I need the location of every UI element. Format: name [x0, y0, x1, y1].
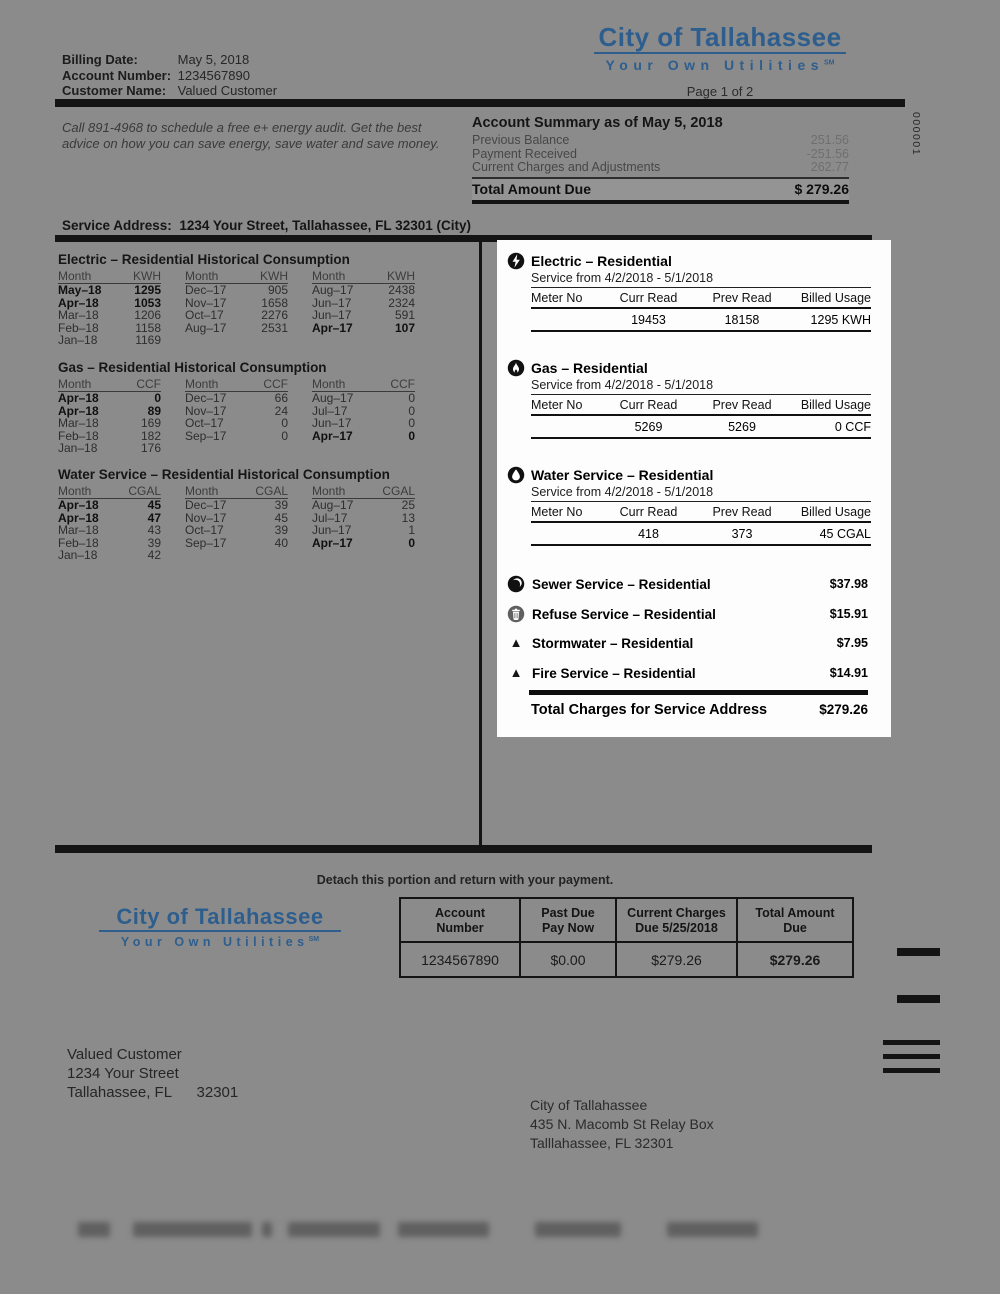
history-month: Sep–17: [185, 428, 227, 443]
history-month: Jan–18: [58, 548, 98, 563]
billing-date-row: [62, 52, 277, 68]
service-period: Service from 4/2/2018 - 5/1/2018: [531, 270, 871, 288]
previous-balance-value: 251.56: [810, 133, 849, 147]
meter-col-header: Prev Read: [696, 395, 788, 416]
history-column-group: [58, 484, 161, 562]
water-icon: [507, 466, 525, 484]
brand-logo: [580, 23, 860, 73]
history-row: [185, 309, 288, 322]
history-row: [185, 322, 288, 335]
history-row: [312, 417, 415, 430]
redaction-block: [133, 1222, 252, 1237]
month-header: Month: [58, 269, 92, 283]
electric-icon: [507, 252, 525, 270]
stub-header-line: Due: [783, 920, 807, 935]
unit-header: CCF: [390, 377, 415, 391]
history-table-electric: [58, 252, 416, 347]
history-value: 1053: [134, 295, 161, 310]
current-charges-label: Current Charges and Adjustments: [472, 160, 661, 174]
history-row: [185, 392, 288, 405]
line-item-label: Fire Service – Residential: [532, 665, 696, 681]
service-section-header: [507, 252, 871, 270]
service-line-item: [507, 575, 868, 593]
stub-header-line: Total Amount: [755, 906, 835, 920]
registration-mark: [883, 1054, 940, 1059]
history-value: 0: [408, 535, 415, 550]
history-row: [312, 430, 415, 443]
meter-value: 18158: [696, 309, 788, 332]
history-month: Mar–18: [58, 416, 99, 431]
history-column-group: [185, 377, 288, 455]
logo-underline: [99, 930, 341, 932]
redaction-block: [535, 1222, 621, 1237]
unit-header: CCF: [263, 377, 288, 391]
history-row: [185, 499, 288, 512]
history-row: [185, 524, 288, 537]
logo-underline: [594, 52, 846, 54]
history-row: [58, 284, 161, 297]
meter-col-header: Meter No: [531, 288, 601, 309]
history-month: Apr–18: [58, 295, 99, 310]
history-column-group: [58, 377, 161, 455]
stub-header-line: Account: [435, 906, 485, 920]
month-header: Month: [185, 269, 219, 283]
history-row: [312, 392, 415, 405]
service-section-water: [507, 466, 871, 546]
history-value: 107: [394, 320, 415, 335]
service-section-header: [507, 466, 871, 484]
service-address-label: Service Address:: [62, 218, 172, 233]
history-month: Feb–18: [58, 320, 99, 335]
account-summary: [472, 115, 849, 204]
line-item-amount: $14.91: [829, 666, 868, 680]
history-value: 89: [147, 403, 161, 418]
history-value: 0: [408, 403, 415, 418]
brand-servicemark: SM: [308, 935, 320, 943]
meter-col-header: Billed Usage: [788, 502, 871, 523]
history-row: [58, 549, 161, 562]
unit-header: CGAL: [255, 484, 288, 498]
history-month: Oct–17: [185, 308, 224, 323]
history-month: Oct–17: [185, 416, 224, 431]
history-value: 0: [281, 428, 288, 443]
fire-icon: ▲: [509, 665, 523, 680]
history-month: Mar–18: [58, 523, 99, 538]
meter-value: [531, 416, 601, 439]
stub-col-header: [738, 899, 852, 943]
stub-header-line: Current Charges: [627, 906, 726, 920]
history-column-group: [312, 269, 415, 347]
total-amount-due-row: [472, 179, 849, 204]
registration-mark: [883, 1068, 940, 1073]
month-header: Month: [312, 269, 346, 283]
service-address: [62, 218, 471, 233]
history-row: [58, 499, 161, 512]
history-month: Aug–17: [185, 320, 227, 335]
address-line: Tallahassee, FL 32301: [67, 1084, 239, 1101]
history-value: 42: [147, 548, 161, 563]
history-value: 905: [267, 283, 288, 297]
history-month: Apr–18: [58, 391, 99, 405]
history-value: 1206: [134, 308, 161, 323]
history-month: Nov–17: [185, 403, 227, 418]
history-row: [58, 334, 161, 347]
history-month: Jul–17: [312, 510, 348, 525]
line-item-amount: $37.98: [829, 577, 868, 591]
history-month: Dec–17: [185, 391, 227, 405]
month-header: Month: [312, 377, 346, 391]
brand-servicemark: SM: [824, 59, 835, 67]
unit-header: CCF: [136, 377, 161, 391]
column-divider: [479, 242, 482, 846]
meter-col-header: Curr Read: [601, 395, 696, 416]
redaction-block: [262, 1222, 272, 1237]
history-value: 47: [147, 510, 161, 525]
history-value: 2438: [388, 283, 415, 297]
history-month: Apr–18: [58, 498, 99, 512]
history-month: Apr–17: [312, 428, 353, 443]
history-value: 1: [408, 523, 415, 538]
history-table-columns: [58, 377, 416, 455]
history-month: Aug–17: [312, 498, 354, 512]
service-section-title: Water Service – Residential: [531, 467, 714, 483]
history-row: [312, 322, 415, 335]
history-row: [58, 309, 161, 322]
meter-col-header: Meter No: [531, 502, 601, 523]
history-table-columns: [58, 269, 416, 347]
history-row: [312, 537, 415, 550]
service-line-item: [507, 605, 868, 623]
history-column-header: [185, 269, 288, 284]
history-row: [185, 417, 288, 430]
address-line: Valued Customer: [67, 1046, 182, 1063]
stub-header-line: Number: [436, 920, 484, 935]
history-month: Dec–17: [185, 283, 227, 297]
meter-table: [531, 288, 871, 332]
history-month: Jan–18: [58, 333, 98, 348]
account-number-label: Account Number:: [62, 67, 172, 83]
sewer-icon: [507, 575, 525, 593]
history-value: 0: [408, 416, 415, 431]
brand-tagline-text: Your Own Utilities: [605, 57, 825, 73]
stub-col-header: [521, 899, 617, 943]
current-charges-value: 262.77: [810, 160, 849, 174]
history-row: [185, 284, 288, 297]
history-month: May–18: [58, 283, 102, 297]
energy-tip-text: Call 891-4968 to schedule a free e+ energy audit. Get the best advice on how you can save energy, save water and save money.: [62, 120, 440, 151]
account-number-value: 1234567890: [177, 67, 250, 83]
panel-total-rule: [529, 690, 868, 695]
payment-received-value: -251.56: [806, 146, 849, 161]
brand-logo-stub: [85, 905, 355, 949]
history-value: 1295: [134, 283, 161, 297]
history-row: [312, 284, 415, 297]
unit-header: KWH: [260, 269, 288, 283]
history-row: [185, 537, 288, 550]
history-column-header: [58, 269, 161, 284]
line-item-label: Refuse Service – Residential: [532, 606, 716, 622]
history-month: Feb–18: [58, 535, 99, 550]
history-value: 2276: [261, 308, 288, 323]
history-value: 1158: [135, 320, 161, 335]
history-value: 0: [281, 416, 288, 431]
service-address-value: 1234 Your Street, Tallahassee, FL 32301 (City): [179, 218, 471, 233]
service-section-title: Electric – Residential: [531, 253, 672, 269]
meter-table: [531, 502, 871, 546]
meter-col-header: Curr Read: [601, 502, 696, 523]
address-line: 435 N. Macomb St Relay Box: [530, 1116, 714, 1132]
line-item-label: Sewer Service – Residential: [532, 576, 711, 592]
history-value: 45: [274, 510, 288, 525]
unit-header: KWH: [133, 269, 161, 283]
history-month: Apr–17: [312, 535, 353, 550]
unit-header: CGAL: [128, 484, 161, 498]
history-value: 0: [408, 428, 415, 443]
service-period: Service from 4/2/2018 - 5/1/2018: [531, 484, 871, 502]
meter-value: 373: [696, 523, 788, 546]
meter-col-header: Prev Read: [696, 502, 788, 523]
history-month: Jun–17: [312, 308, 352, 323]
meter-value: [531, 309, 601, 332]
month-header: Month: [58, 377, 92, 391]
detach-rule: [55, 845, 872, 853]
meter-value: [531, 523, 601, 546]
history-value: 39: [274, 498, 288, 512]
meter-table: [531, 395, 871, 439]
meter-value: 0 CCF: [788, 416, 871, 439]
history-month: Jun–17: [312, 416, 352, 431]
history-column-group: [185, 484, 288, 562]
brand-name: City of Tallahassee: [598, 22, 842, 52]
history-column-group: [312, 377, 415, 455]
history-month: Dec–17: [185, 498, 227, 512]
history-column-group: [185, 269, 288, 347]
service-line-item: [507, 664, 868, 682]
history-month: Feb–18: [58, 428, 99, 443]
document-number: 000001: [910, 112, 922, 157]
total-amount-due-value: $ 279.26: [794, 180, 849, 197]
history-value: 40: [274, 535, 288, 550]
history-month: Oct–17: [185, 523, 224, 538]
registration-mark: [883, 1040, 940, 1045]
history-value: 2531: [261, 320, 288, 335]
history-value: 39: [147, 535, 161, 550]
history-column-header: [185, 484, 288, 499]
brand-tagline: [85, 935, 355, 949]
unit-header: KWH: [387, 269, 415, 283]
mailing-address: [67, 1045, 238, 1102]
meter-value: 19453: [601, 309, 696, 332]
service-charges-panel: [497, 240, 891, 737]
history-month: Jan–18: [58, 441, 98, 456]
history-month: Aug–17: [312, 283, 354, 297]
service-section-header: [507, 359, 871, 377]
history-row: [58, 392, 161, 405]
line-item-label: Stormwater – Residential: [532, 635, 694, 651]
stormwater-icon: ▲: [509, 635, 523, 650]
gas-icon: [507, 359, 525, 377]
history-value: 25: [401, 498, 415, 512]
unit-header: CGAL: [382, 484, 415, 498]
service-section-title: Gas – Residential: [531, 360, 648, 376]
history-row: [312, 499, 415, 512]
history-table-water: [58, 467, 416, 562]
stub-col-value: $0.00: [521, 943, 617, 976]
history-month: Nov–17: [185, 295, 227, 310]
history-value: 0: [154, 391, 161, 405]
history-row: [58, 417, 161, 430]
history-month: Mar–18: [58, 308, 99, 323]
summary-row: [472, 148, 849, 162]
summary-row: [472, 134, 849, 148]
customer-name-label: Customer Name:: [62, 83, 167, 98]
history-month: Apr–18: [58, 403, 99, 418]
history-row: [312, 524, 415, 537]
refuse-icon: [507, 605, 525, 623]
address-line: City of Tallahassee: [530, 1097, 648, 1113]
history-column-group: [312, 484, 415, 562]
meter-col-header: Curr Read: [601, 288, 696, 309]
history-table-gas: [58, 360, 416, 455]
line-item-amount: $7.95: [836, 636, 868, 650]
history-column-header: [312, 484, 415, 499]
detach-instruction: Detach this portion and return with your payment.: [316, 873, 614, 887]
total-charges-label: Total Charges for Service Address: [531, 702, 768, 718]
total-charges-row: [531, 702, 868, 718]
customer-name-value: Valued Customer: [177, 83, 278, 98]
service-section-electric: [507, 252, 871, 332]
history-month: Jun–17: [312, 295, 352, 310]
registration-mark: [897, 995, 940, 1003]
history-value: 0: [408, 391, 415, 405]
month-header: Month: [185, 484, 219, 498]
service-section-gas: [507, 359, 871, 439]
stub-header-line: Due 5/25/2018: [635, 920, 718, 935]
history-value: 24: [274, 403, 288, 418]
history-month: Jun–17: [312, 523, 352, 538]
payment-received-label: Payment Received: [472, 146, 577, 161]
history-value: 45: [147, 498, 161, 512]
stub-col-value: $279.26: [769, 952, 821, 968]
meter-col-header: Billed Usage: [788, 395, 871, 416]
payment-stub-table: [399, 897, 854, 978]
meter-col-header: Prev Read: [696, 288, 788, 309]
history-value: 1658: [261, 295, 288, 310]
billing-date-label: Billing Date:: [62, 52, 138, 67]
meter-value: 418: [601, 523, 696, 546]
month-header: Month: [185, 377, 219, 391]
brand-name: City of Tallahassee: [116, 904, 324, 929]
history-value: 176: [140, 441, 161, 456]
redaction-block: [667, 1222, 758, 1237]
address-line: Talllahassee, FL 32301: [530, 1135, 674, 1151]
history-value: 66: [274, 391, 288, 405]
stub-col-value: 1234567890: [401, 943, 521, 976]
history-table-title: Gas – Residential Historical Consumption: [58, 360, 327, 375]
stub-col-header: [617, 899, 738, 943]
stub-header-line: Pay Now: [541, 920, 595, 935]
service-period: Service from 4/2/2018 - 5/1/2018: [531, 377, 871, 395]
meter-col-header: Meter No: [531, 395, 601, 416]
history-row: [58, 442, 161, 455]
history-value: 2324: [388, 295, 415, 310]
meter-value: 1295 KWH: [788, 309, 871, 332]
total-amount-due-label: Total Amount Due: [472, 180, 591, 197]
meter-value: 5269: [696, 416, 788, 439]
redaction-block: [288, 1222, 380, 1237]
history-value: 182: [140, 428, 161, 443]
history-value: 43: [147, 523, 161, 538]
history-table-title: Water Service – Residential Historical Consumption: [58, 467, 390, 482]
billing-date-value: May 5, 2018: [177, 52, 250, 67]
history-value: 1169: [135, 333, 161, 348]
history-month: Apr–18: [58, 510, 99, 525]
history-month: Aug–17: [312, 391, 354, 405]
previous-balance-label: Previous Balance: [472, 133, 570, 147]
summary-row: [472, 161, 849, 175]
registration-mark: [897, 948, 940, 956]
history-table-columns: [58, 484, 416, 562]
brand-tagline: [580, 57, 860, 73]
redaction-block: [398, 1222, 489, 1237]
history-month: Sep–17: [185, 535, 227, 550]
customer-name-row: [62, 83, 277, 99]
redaction-block: [78, 1222, 110, 1237]
meter-col-header: Billed Usage: [788, 288, 871, 309]
account-summary-title: Account Summary as of May 5, 2018: [472, 115, 723, 131]
history-column-group: [58, 269, 161, 347]
history-column-header: [312, 377, 415, 392]
history-value: 591: [394, 308, 415, 323]
line-item-amount: $15.91: [829, 607, 868, 621]
history-month: Apr–17: [312, 320, 353, 335]
account-number-row: [62, 68, 277, 84]
page-indicator: Page 1 of 2: [686, 84, 754, 99]
total-charges-amount: $279.26: [819, 702, 868, 717]
history-table-title: Electric – Residential Historical Consumption: [58, 252, 350, 267]
header-divider-rule: [55, 99, 905, 107]
history-row: [185, 430, 288, 443]
history-month: Nov–17: [185, 510, 227, 525]
stub-col-value: $279.26: [617, 943, 738, 976]
header-fields: [62, 52, 277, 99]
history-value: 39: [274, 523, 288, 538]
history-row: [312, 309, 415, 322]
history-column-header: [58, 484, 161, 499]
history-month: Jul–17: [312, 403, 348, 418]
stub-col-header: [401, 899, 521, 943]
remit-address: [530, 1096, 714, 1153]
history-column-header: [312, 269, 415, 284]
history-column-header: [58, 377, 161, 392]
meter-value: 5269: [601, 416, 696, 439]
service-line-item: [507, 634, 868, 652]
month-header: Month: [312, 484, 346, 498]
stub-header-line: Past Due: [541, 906, 595, 920]
history-value: 13: [401, 510, 415, 525]
month-header: Month: [58, 484, 92, 498]
address-line: 1234 Your Street: [67, 1065, 179, 1082]
history-row: [58, 524, 161, 537]
brand-tagline-text: Your Own Utilities: [120, 935, 309, 949]
history-value: 169: [140, 416, 161, 431]
meter-value: 45 CGAL: [788, 523, 871, 546]
history-column-header: [185, 377, 288, 392]
